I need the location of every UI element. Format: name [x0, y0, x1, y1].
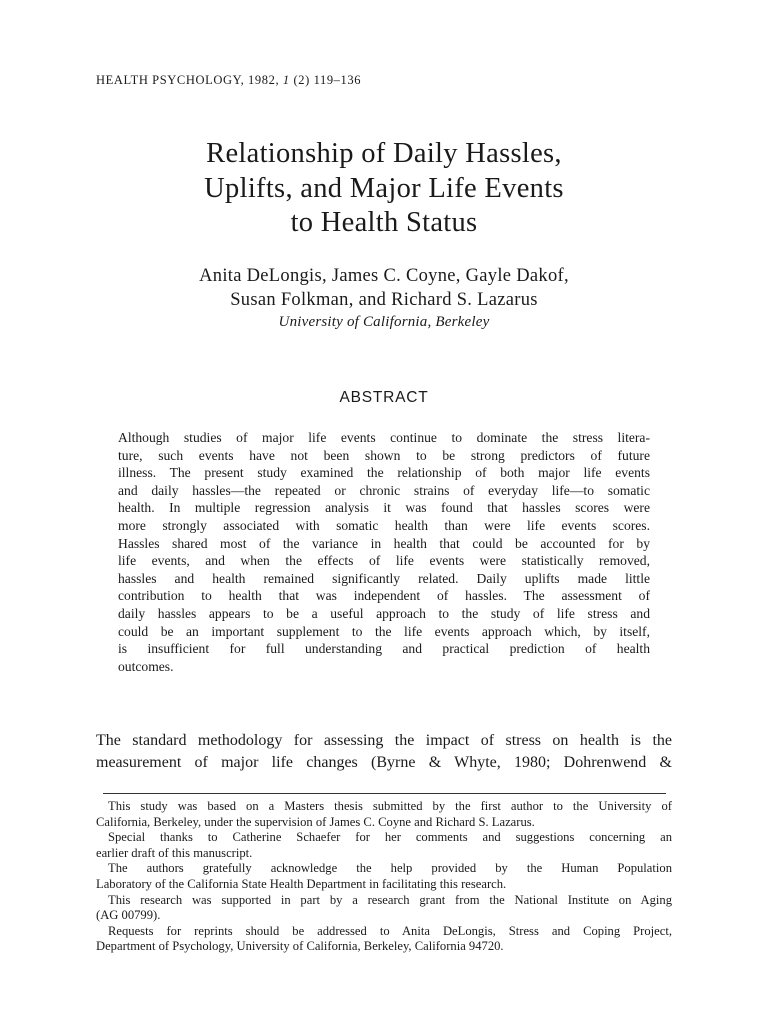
author-line: Susan Folkman, and Richard S. Lazarus [230, 290, 538, 310]
footnote-line: earlier draft of this manuscript. [96, 845, 253, 860]
abstract-heading: ABSTRACT [339, 389, 429, 406]
footnotes [96, 799, 672, 955]
abstract-line: ture, such events have not been shown to be strong predictors of future [118, 447, 650, 463]
abstract-line: more strongly associated with somatic health than were life events scores. [118, 517, 650, 533]
paper-title [96, 137, 672, 241]
abstract-line: life events, and when the effects of life events were statistically removed, [118, 553, 650, 569]
abstract-body [118, 429, 650, 675]
footnote-line: This study was based on a Masters thesis submitted by the first author to the University of [108, 799, 672, 813]
intro-line: measurement of major life changes (Byrne & Whyte, 1980; Dohrenwend & [96, 753, 672, 771]
author-list [96, 264, 672, 312]
intro-line: The standard methodology for assessing the impact of stress on health is the [96, 732, 672, 749]
journal-issue-pages: (2) 119–136 [289, 73, 362, 87]
footnote-line: This research was supported in part by a research grant from the National Institute on Aging [108, 892, 672, 907]
abstract-line: Hassles shared most of the variance in health that could be accounted for by [118, 535, 650, 551]
abstract-line: could be an important supplement to the life events approach which, by itself, [118, 623, 650, 639]
footnote-line: Special thanks to Catherine Schaefer for her comments and suggestions concerning an [108, 830, 672, 845]
abstract-line: hassles and health remained significantly related. Daily uplifts made little [118, 570, 650, 586]
abstract-line: contribution to health that was independent of hassles. The assessment of [118, 588, 650, 604]
footnote-line: California, Berkeley, under the supervision of James C. Coyne and Richard S. Lazarus. [96, 814, 535, 829]
abstract-line: is insufficient for full understanding and practical prediction of health [118, 641, 650, 657]
journal-volume: 1 [282, 73, 290, 87]
intro-paragraph [96, 730, 672, 773]
title-line: to Health Status [290, 207, 478, 238]
affiliation: University of California, Berkeley [278, 314, 490, 330]
footnote-line: Department of Psychology, University of California, Berkeley, California 94720. [96, 939, 504, 954]
abstract-line: Although studies of major life events continue to dominate the stress litera- [118, 430, 650, 445]
title-line: Uplifts, and Major Life Events [204, 172, 564, 204]
title-line: Relationship of Daily Hassles, [206, 138, 562, 169]
abstract-line: outcomes. [118, 658, 174, 674]
footnote-line: Laboratory of the California State Health Department in facilitating this research. [96, 876, 507, 891]
footnote-line: The authors gratefully acknowledge the help provided by the Human Population [108, 861, 672, 876]
journal-name: HEALTH PSYCHOLOGY, 1982, [96, 73, 283, 87]
abstract-line: daily hassles appears to be a useful approach to the study of life stress and [118, 605, 650, 621]
author-line: Anita DeLongis, James C. Coyne, Gayle Dakof, [199, 266, 569, 286]
journal-citation [96, 73, 361, 88]
abstract-line: health. In multiple regression analysis it was found that hassles scores were [118, 500, 650, 516]
footnote-line: (AG 00799). [96, 908, 161, 923]
footnote-divider [103, 793, 666, 794]
footnote-line: Requests for reprints should be addressed to Anita DeLongis, Stress and Coping Project, [108, 923, 672, 938]
abstract-line: illness. The present study examined the relationship of both major life events [118, 465, 650, 481]
abstract-line: and daily hassles—the repeated or chronic strains of everyday life—to somatic [118, 482, 650, 498]
